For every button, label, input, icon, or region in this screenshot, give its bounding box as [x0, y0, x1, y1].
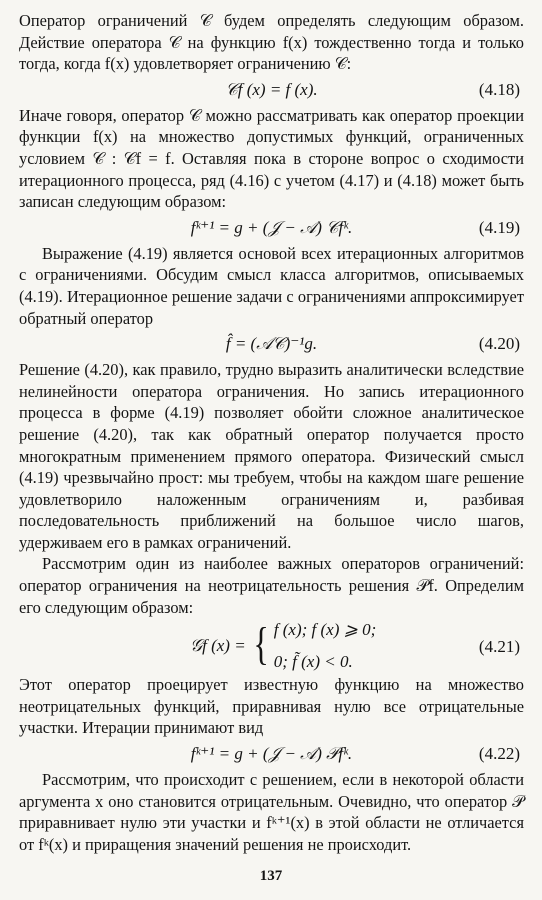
case-row: f (x); f (x) ⩾ 0;: [273, 620, 377, 640]
cases: [274, 615, 377, 677]
equation-number: (4.20): [478, 334, 520, 354]
equation-4-22: [19, 739, 524, 769]
paragraph-6: Этот оператор проецирует известную функцию на множество неотрицательных функций, приравнивая нулю все отрицательные участки. Итерации принимают вид: [19, 675, 524, 738]
equation-lhs: 𝒢f (x) =: [190, 636, 246, 656]
equation-number: (4.21): [478, 637, 520, 657]
equation-formula: f̂ = (𝒜𝒞)⁻¹g.: [225, 334, 318, 354]
paragraph-7: Рассмотрим, что происходит с решением, если в некоторой области аргумента x оно становится отрицательным. Очевидно, что оператор 𝒫 приравнивает нулю эти участки и fᵏ⁺¹(x) в этой области не отличается от fᵏ(x) и приращения значений решения не происходит.: [19, 770, 524, 854]
paragraph-5: Рассмотрим один из наиболее важных операторов ограничений: оператор ограничения на неотрицательность решения 𝒫f. Определим его следующим образом:: [19, 554, 524, 617]
equation-formula: fᵏ⁺¹ = g + (𝒥 − 𝒜) 𝒞fᵏ.: [190, 217, 353, 237]
equation-number: (4.22): [478, 744, 520, 764]
equation-4-20: [19, 329, 524, 359]
left-brace: {: [252, 618, 269, 670]
equation-4-18: [19, 75, 524, 105]
case-row: 0; f̃ (x) < 0.: [273, 652, 353, 672]
equation-4-19: [19, 213, 524, 243]
equation-number: (4.19): [478, 217, 520, 237]
paragraph-3: Выражение (4.19) является основой всех итерационных алгоритмов с ограничениями. Обсудим смысл класса алгоритмов, описываемых (4.19). Итерационное решение задачи с ограничениями аппроксимирует обратный оператор: [19, 243, 524, 328]
equation-formula: fᵏ⁺¹ = g + (𝒥 − 𝒜) 𝒫fᵏ.: [190, 744, 353, 764]
paragraph-4: Решение (4.20), как правило, трудно выразить аналитически вследствие нелинейности оператора ограничения. Но запись итерационного процесса в форме (4.19) позволяет обойти сложное аналитическое решение (4.20), так как обратный оператор получается просто многократным применением прямого оператора. Физический смысл (4.19) чрезвычайно прост: мы требуем, чтобы на каждом шаге решение удовлетворило наложенным ограничениям и, разбивая последовательность приближений на большое число шагов, удерживаем его в рамках ограничений.: [19, 360, 524, 552]
equation-formula: 𝒞f (x) = f (x).: [225, 79, 318, 99]
paragraph-2: Иначе говоря, оператор 𝒞 можно рассматривать как оператор проекции функции f(x) на множество допустимых функций, ограниченных условием 𝒞 : 𝒞f = f. Оставляя пока в стороне вопрос о сходимости итерационного процесса, ряд (4.16) с учетом (4.17) и (4.18) может быть записан следующим образом:: [19, 105, 524, 212]
equation-4-21: [19, 618, 524, 674]
equation-number: (4.18): [478, 79, 520, 99]
piecewise-definition: [190, 618, 376, 674]
paragraph-1: Оператор ограничений 𝒞 будем определять следующим образом. Действие оператора 𝒞 на функцию f(x) тождественно тогда и только тогда, когда f(x) удовлетворяет ограничению 𝒞:: [19, 11, 524, 74]
page-number: 137: [259, 868, 283, 884]
